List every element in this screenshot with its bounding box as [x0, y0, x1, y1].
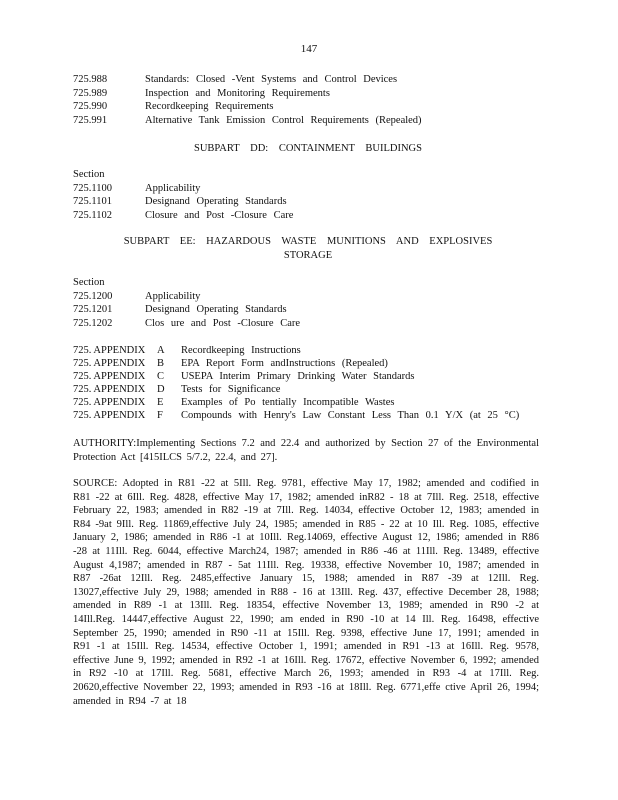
section-list-subpart-ee: [73, 276, 543, 330]
section-list-subpart-cc: [73, 73, 543, 127]
appendix-title: Tests for Significance: [181, 384, 281, 395]
authority-paragraph: AUTHORITY:Implementing Sections 7.2 and 22.4 and authorized by Section 27 of the Environmental Protection Act [415ILCS 5/7.2, 22.4, and 27].: [73, 438, 539, 463]
appendix-letter: C: [157, 371, 165, 382]
appendix-letter: D: [157, 384, 165, 395]
section-number: 725.1201: [73, 304, 113, 316]
section-number: 725.989: [73, 87, 108, 99]
section-title: Applicability: [145, 290, 201, 302]
appendix-letter: F: [157, 410, 163, 421]
section-label: Section: [73, 169, 105, 180]
section-number: 725.1202: [73, 317, 113, 329]
section-row: [73, 182, 543, 196]
appendix-title: Compounds with Henry's Law Constant Less Than 0.1 Y/X (at 25 °C): [181, 410, 520, 421]
appendix-letter: E: [157, 397, 164, 408]
section-title: Designand Operating Standards: [145, 196, 287, 208]
appendix-title: Examples of Po tentially Incompatible Wastes: [181, 397, 395, 408]
appendix-letter: A: [157, 345, 165, 356]
section-title: Clos ure and Post -Closure Care: [145, 317, 301, 329]
section-row: [73, 73, 543, 87]
appendix-code: 725. APPENDIX: [73, 410, 146, 421]
section-row: [73, 114, 543, 128]
section-title: Applicability: [145, 182, 201, 194]
section-title: Standards: Closed -Vent Systems and Control Devices: [145, 74, 398, 85]
appendix-title: USEPA Interim Primary Drinking Water Standards: [181, 371, 415, 382]
section-title: Recordkeeping Requirements: [145, 101, 274, 113]
section-title: Inspection and Monitoring Requirements: [145, 87, 330, 99]
appendix-code: 725. APPENDIX: [73, 384, 146, 395]
appendix-row: [73, 370, 543, 383]
appendix-row: [73, 409, 543, 422]
source-paragraph: SOURCE: Adopted in R81 -22 at 5Ill. Reg. 9781, effective May 17, 1982; amended and codified in R81 -22 at 6Ill. Reg. 4828, effective May 17, 1982; amended inR82 - 18 at 7Ill. Reg. 2518, effective February 22, 1983; amended in R82 -19 at 7Ill. Reg. 14034, effective October 12, 1983; amended in R84 -9at 9Ill. Reg. 11869,effective July 24, 1985; amended in R85 - 22 at 10 Ill. Reg. 1085, effective January 2, 1986; amended in R86 -1 at 10Ill. Reg.14069, effective August 12, 1986; amended in R86 -28 at 11Ill. Reg. 6044, effective March24, 1987; amended in R86 -46 at 11Ill. Reg. 13489, effective August 4,1987; amended in R87 - 5at 11Ill. Reg. 19338, effective November 10, 1987; amended in R87 -26at 12Ill. Reg. 2485,effective January 15, 1988; amended in R87 -39 at 12Ill. Reg. 13027,effective July 29, 1988; amended in R88 - 16 at 13Ill. Reg. 437, effective December 28, 1988; amended in R89 -1 at 13Ill. Reg. 18354, effective November 13, 1989; amended in R90 -2 at 14Ill.Reg. 14447,effective August 22, 1990; am ended in R90 -10 at 14 Ill. Reg. 16498, effective September 25, 1990; amended in R90 -11 at 15Ill. Reg. 9398, effective June 17, 1991; amended in R91 -1 at 15Ill. Reg. 14534, effective October 1, 1991; amended in R91 -13 at 16Ill. Reg. 9578, effective June 9, 1992; amended in R92 -1 at 16Ill. Reg. 17672, effective November 6, 1992; amended in R92 -10 at 17Ill. Reg. 5681, effective March 26, 1993; amended in R93 -4 at 17Ill. Reg. 20620,effective November 22, 1993; amended in R93 -16 at 18Ill. Reg. 6771,effe ctive April 26, 1994; amended in R94 -7 at 18: [73, 478, 539, 707]
section-number: 725.1200: [73, 290, 113, 302]
section-number: 725.991: [73, 114, 108, 126]
appendix-letter: B: [157, 358, 165, 369]
section-title: Closure and Post -Closure Care: [145, 209, 294, 221]
section-number: 725.1102: [73, 209, 112, 221]
section-row: [73, 195, 543, 209]
section-row: [73, 87, 543, 101]
section-number: 725.1101: [73, 196, 112, 208]
section-row: [73, 317, 543, 331]
section-row: [73, 100, 543, 114]
section-number: 725.1100: [73, 182, 112, 194]
appendix-title: Recordkeeping Instructions: [181, 345, 301, 356]
section-title: Designand Operating Standards: [145, 304, 287, 316]
appendix-row: [73, 383, 543, 396]
appendix-code: 725. APPENDIX: [73, 358, 146, 369]
section-row: [73, 303, 543, 317]
appendix-list: [73, 344, 543, 422]
section-label: Section: [73, 277, 105, 288]
section-list-subpart-dd: [73, 168, 543, 222]
appendix-code: 725. APPENDIX: [73, 397, 146, 408]
appendix-code: 725. APPENDIX: [73, 345, 146, 356]
appendix-title: EPA Report Form andInstructions (Repealed): [181, 358, 388, 369]
appendix-row: [73, 396, 543, 409]
page-number: 147: [300, 43, 318, 55]
appendix-row: [73, 357, 543, 370]
section-title: Alternative Tank Emission Control Requirements (Repealed): [145, 114, 422, 126]
section-number: 725.988: [73, 74, 108, 85]
subpart-ee-heading-line1: SUBPART EE: HAZARDOUS WASTE MUNITIONS AND EXPLOSIVES: [123, 236, 493, 247]
appendix-row: [73, 344, 543, 357]
subpart-ee-heading-line2: STORAGE: [283, 249, 333, 261]
section-row: [73, 209, 543, 223]
subpart-dd-heading: SUBPART DD: CONTAINMENT BUILDINGS: [194, 143, 422, 154]
section-number: 725.990: [73, 101, 108, 113]
section-row: [73, 290, 543, 304]
subpart-ee-heading: [73, 235, 543, 262]
appendix-code: 725. APPENDIX: [73, 371, 146, 382]
